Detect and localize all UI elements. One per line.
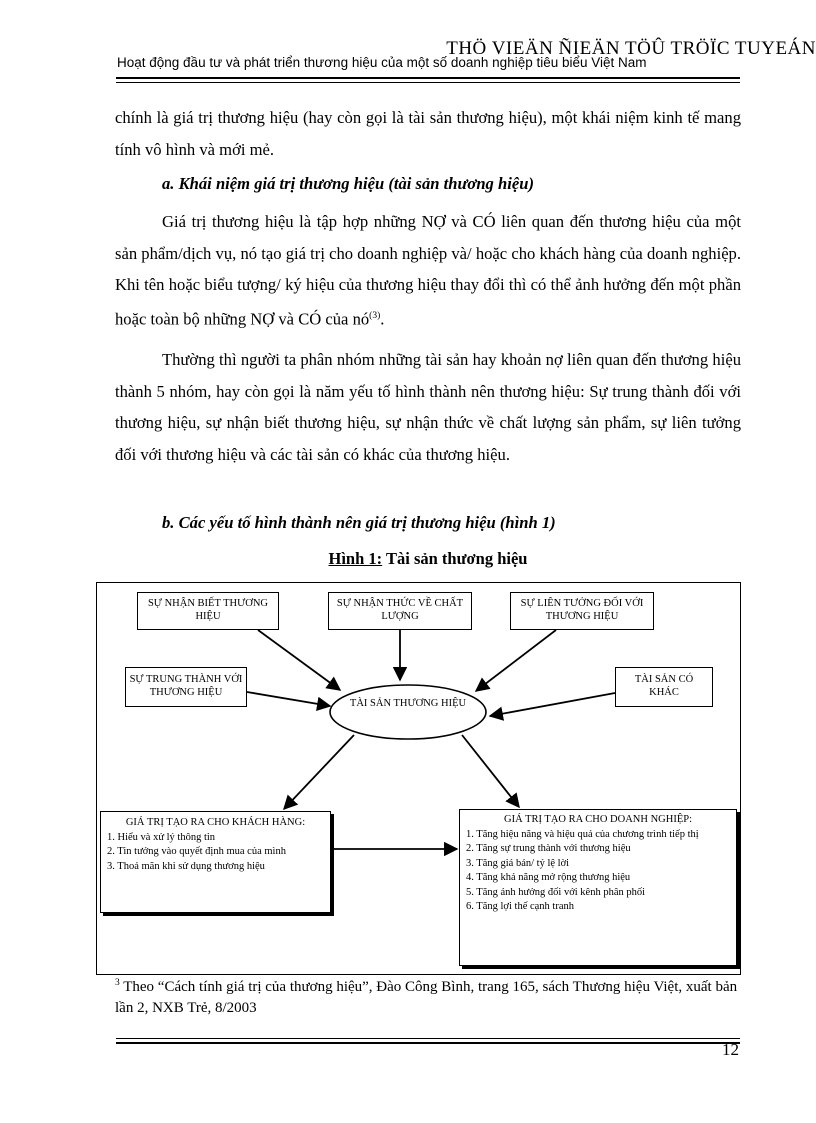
arrow-to-company xyxy=(462,735,519,807)
watermark-header: THÖ VIEÄN ÑIEÄN TÖÛ TRÖÏC TUYEÁN xyxy=(446,38,816,59)
box-brand-association: SỰ LIÊN TƯỞNG ĐỐI VỚI THƯƠNG HIỆU xyxy=(510,592,654,630)
figure-caption-label: Hình 1: xyxy=(328,549,383,568)
page-number: 12 xyxy=(722,1040,739,1059)
customer-value-title: GIÁ TRỊ TẠO RA CHO KHÁCH HÀNG: xyxy=(125,817,306,828)
footnote-ref: (3) xyxy=(369,310,381,321)
footnote-text: Theo “Cách tính giá trị của thương hiệu”, Đào Công Bình, trang 165, sách Thương hiệu Việt, xuất bản lần 2, NXB Trẻ, 8/2003 xyxy=(115,979,738,1016)
arrow-to-customer xyxy=(284,735,354,809)
footer-rule-thin xyxy=(116,1038,740,1039)
box-customer-value xyxy=(100,811,331,913)
company-value-item: 5. Tăng ảnh hưởng đối với kênh phân phối xyxy=(466,886,646,898)
customer-value-item: 3. Thoả mãn khi sử dụng thương hiệu xyxy=(107,860,265,872)
footnote xyxy=(115,973,755,1019)
paragraph-groups: Thường thì người ta phân nhóm những tài sản hay khoản nợ liên quan đến thương hiệu thành 5 nhóm, hay còn gọi là năm yếu tố hình thành nên thương hiệu: Sự trung thành đối với thương hiệu, sự nhận biết thương hiệu, sự nhận thức về chất lượng sản phẩm, sự liên tưởng đối với thương hiệu và các tài sản có khác của thương hiệu. xyxy=(115,350,741,464)
center-ellipse xyxy=(330,685,486,739)
running-header-title: Hoạt động đầu tư và phát triển thương hiệu của một số doanh nghiệp tiêu biểu Việt Nam xyxy=(117,55,647,70)
company-value-title: GIÁ TRỊ TẠO RA CHO DOANH NGHIỆP: xyxy=(503,814,693,825)
heading-a: a. Khái niệm giá trị thương hiệu (tài sản thương hiệu) xyxy=(162,174,534,193)
figure-caption-text: Tài sản thương hiệu xyxy=(382,549,528,568)
arrow-loyalty xyxy=(247,692,330,706)
paragraph-definition-end: . xyxy=(380,309,385,329)
box-perceived-quality: SỰ NHẬN THỨC VỀ CHẤT LƯỢNG xyxy=(328,592,472,630)
footnote-marker: 3 xyxy=(115,978,120,988)
customer-value-item: 2. Tin tưởng vào quyết định mua của mình xyxy=(107,846,286,857)
arrow-awareness xyxy=(258,630,340,690)
footer-rule-thick xyxy=(116,1042,740,1044)
customer-value-item: 1. Hiểu và xử lý thông tin xyxy=(107,831,216,843)
arrow-other-assets xyxy=(490,693,615,716)
company-value-item: 1. Tăng hiệu năng và hiệu quả của chương trình tiếp thị xyxy=(466,828,699,840)
company-value-item: 3. Tăng giá bán/ tỷ lệ lời xyxy=(466,857,570,869)
paragraph-definition-text: Giá trị thương hiệu là tập hợp những NỢ và CÓ liên quan đến thương hiệu của một sản phẩm/dịch vụ, nó tạo giá trị cho doanh nghiệp và/ hoặc cho khách hàng của doanh nghiệp. Khi tên hoặc biểu tượng/ ký hiệu của thương hiệu thay đổi thì có thể ảnh hưởng đến một phần hoặc toàn bộ những NỢ và CÓ của nó xyxy=(115,212,741,329)
heading-b: b. Các yếu tố hình thành nên giá trị thương hiệu (hình 1) xyxy=(162,513,556,532)
box-brand-awareness: SỰ NHẬN BIẾT THƯƠNG HIỆU xyxy=(137,592,279,630)
arrow-association xyxy=(476,630,556,691)
center-ellipse-label: TÀI SẢN THƯƠNG HIỆU xyxy=(349,698,467,709)
box-brand-loyalty: SỰ TRUNG THÀNH VỚI THƯƠNG HIỆU xyxy=(125,667,247,707)
company-value-item: 2. Tăng sự trung thành với thương hiệu xyxy=(466,843,631,854)
paragraph-intro: chính là giá trị thương hiệu (hay còn gọi là tài sản thương hiệu), một khái niệm kinh tế mang tính vô hình và mới mẻ. xyxy=(115,108,741,159)
box-company-value xyxy=(459,809,737,966)
box-other-assets: TÀI SẢN CÓ KHÁC xyxy=(615,667,713,707)
company-value-item: 4. Tăng khả năng mở rộng thương hiệu xyxy=(466,872,631,883)
company-value-item: 6. Tăng lợi thế cạnh tranh xyxy=(466,901,574,912)
